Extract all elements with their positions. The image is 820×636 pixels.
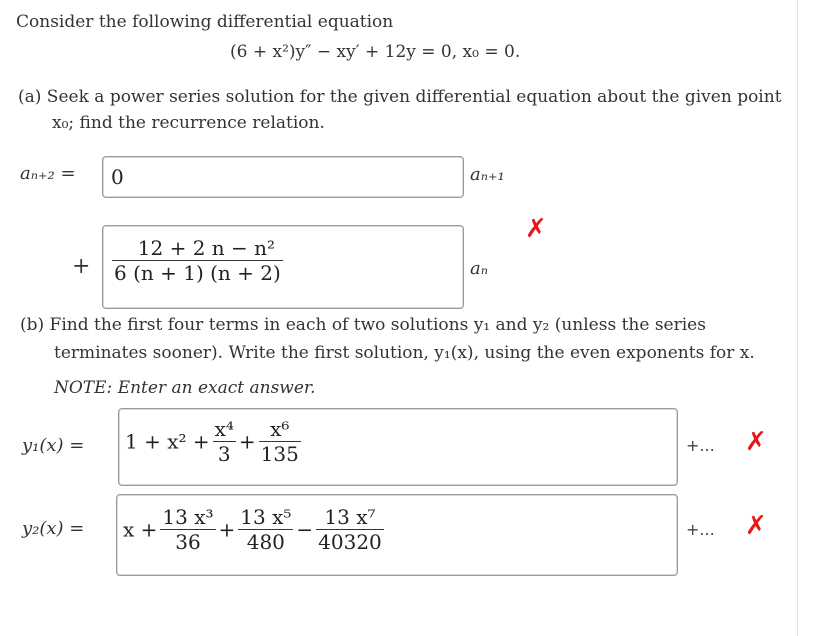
y1-expression: [125, 417, 304, 466]
recurrence-numerator: 12 + 2 n − n²: [137, 236, 276, 260]
y1-lead-terms: 1 + x² +: [125, 429, 210, 454]
y2-fraction-2: [238, 505, 293, 554]
y1-frac1-num: x⁴: [214, 417, 234, 441]
y1-continuation: +...: [686, 436, 715, 455]
part-b-prompt-line1: (b) Find the first four terms in each of two solutions y₁ and y₂ (unless the series: [20, 315, 706, 335]
recurrence-lhs-label: aₙ₊₂ =: [20, 163, 76, 184]
y1-operator: +: [238, 429, 256, 454]
recurrence-fraction-expr: [112, 236, 283, 285]
y1-frac2-num: x⁶: [270, 417, 290, 441]
incorrect-x-icon: ✗: [525, 214, 547, 244]
y1-fraction-1: [213, 417, 236, 466]
y2-frac2-den: 480: [238, 529, 293, 554]
y2-frac2-num: 13 x⁵: [240, 505, 292, 529]
y2-expression: [123, 505, 387, 554]
problem-intro: Consider the following differential equation: [16, 12, 394, 32]
y1-frac2-den: 135: [260, 442, 299, 466]
differential-equation: (6 + x²)y″ − xy′ + 12y = 0, x₀ = 0.: [230, 42, 521, 62]
y1-answer-input[interactable]: [118, 408, 678, 486]
y2-operator-2: −: [296, 517, 314, 542]
y2-frac1-num: 13 x³: [162, 505, 214, 529]
recurrence-plus-sign: +: [72, 254, 91, 279]
y2-continuation: +...: [686, 520, 715, 539]
y2-fraction-3: [316, 505, 384, 554]
y2-incorrect-x-icon: ✗: [745, 511, 767, 541]
part-a-prompt-line2: x₀; find the recurrence relation.: [52, 113, 325, 133]
recurrence-fraction: [109, 236, 286, 285]
y2-label: y₂(x) =: [22, 518, 85, 539]
y1-frac1-den: 3: [213, 441, 236, 466]
y2-frac3-den: 40320: [318, 530, 382, 554]
y2-answer-input[interactable]: [116, 494, 678, 576]
y1-fraction-2: [259, 417, 301, 466]
recurrence-answer-2-input[interactable]: [102, 225, 464, 309]
y2-operator-1: +: [218, 517, 236, 542]
recurrence-denominator: 6 (n + 1) (n + 2): [114, 261, 281, 285]
recurrence-term-a-n-plus-1: aₙ₊₁: [470, 164, 505, 185]
recurrence-answer-1-value: 0: [111, 165, 124, 189]
recurrence-answer-1-input[interactable]: [102, 156, 464, 198]
recurrence-term-a-n: aₙ: [470, 258, 489, 279]
y1-label: y₁(x) =: [22, 435, 85, 456]
part-a-prompt-line1: (a) Seek a power series solution for the given differential equation about the given point: [18, 87, 782, 107]
page-divider: [797, 0, 798, 636]
y2-lead-terms: x +: [123, 517, 158, 542]
y2-fraction-1: [160, 505, 215, 554]
y2-frac1-den: 36: [160, 529, 215, 554]
y1-incorrect-x-icon: ✗: [745, 427, 767, 457]
y2-frac3-num: 13 x⁷: [324, 505, 376, 529]
part-b-prompt-line2: terminates sooner). Write the first solution, y₁(x), using the even exponents for x.: [54, 343, 755, 363]
part-b-note: NOTE: Enter an exact answer.: [54, 378, 316, 398]
